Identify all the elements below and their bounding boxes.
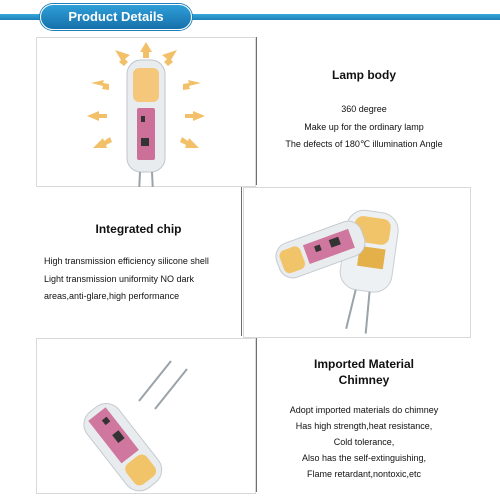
section-heading: Lamp body: [331, 68, 396, 82]
feature-line: Flame retardant,nontoxic,etc: [306, 469, 422, 479]
feature-line: Has high strength,heat resistance,: [295, 421, 433, 431]
feature-line: The defects of 180℃ illumination Angle: [285, 139, 443, 149]
lamp-body-text-panel: [258, 37, 470, 185]
section-heading: Imported Material: [313, 357, 415, 371]
lamp-with-light-arrows-image: [37, 38, 255, 186]
feature-line: Make up for the ordinary lamp: [304, 122, 424, 132]
section-heading: Integrated chip: [95, 222, 182, 236]
divider: [241, 187, 242, 336]
two-bulbs-image: [244, 188, 470, 337]
feature-line: Adopt imported materials do chimney: [289, 405, 439, 415]
feature-line: 360 degree: [341, 104, 387, 114]
feature-line: Also has the self-extinguishing,: [301, 453, 427, 463]
integrated-chip-image-panel: [243, 187, 471, 338]
feature-line: High transmission efficiency silicone shell: [44, 256, 209, 266]
feature-line: areas,anti-glare,high performance: [44, 291, 180, 301]
header-bar: [0, 0, 500, 28]
chimney-image-panel: [36, 338, 256, 494]
feature-line: Light transmission uniformity NO dark: [44, 274, 195, 284]
page-title: Product Details: [68, 9, 164, 24]
divider: [256, 338, 257, 492]
divider: [256, 37, 257, 185]
header-pill: [40, 4, 192, 30]
integrated-chip-text-panel: [36, 187, 241, 336]
single-bulb-image: [37, 339, 255, 493]
chimney-text-panel: [258, 338, 470, 492]
section-heading-line2: Chimney: [338, 373, 390, 387]
feature-line: Cold tolerance,: [333, 437, 395, 447]
lamp-body-image-panel: [36, 37, 256, 187]
